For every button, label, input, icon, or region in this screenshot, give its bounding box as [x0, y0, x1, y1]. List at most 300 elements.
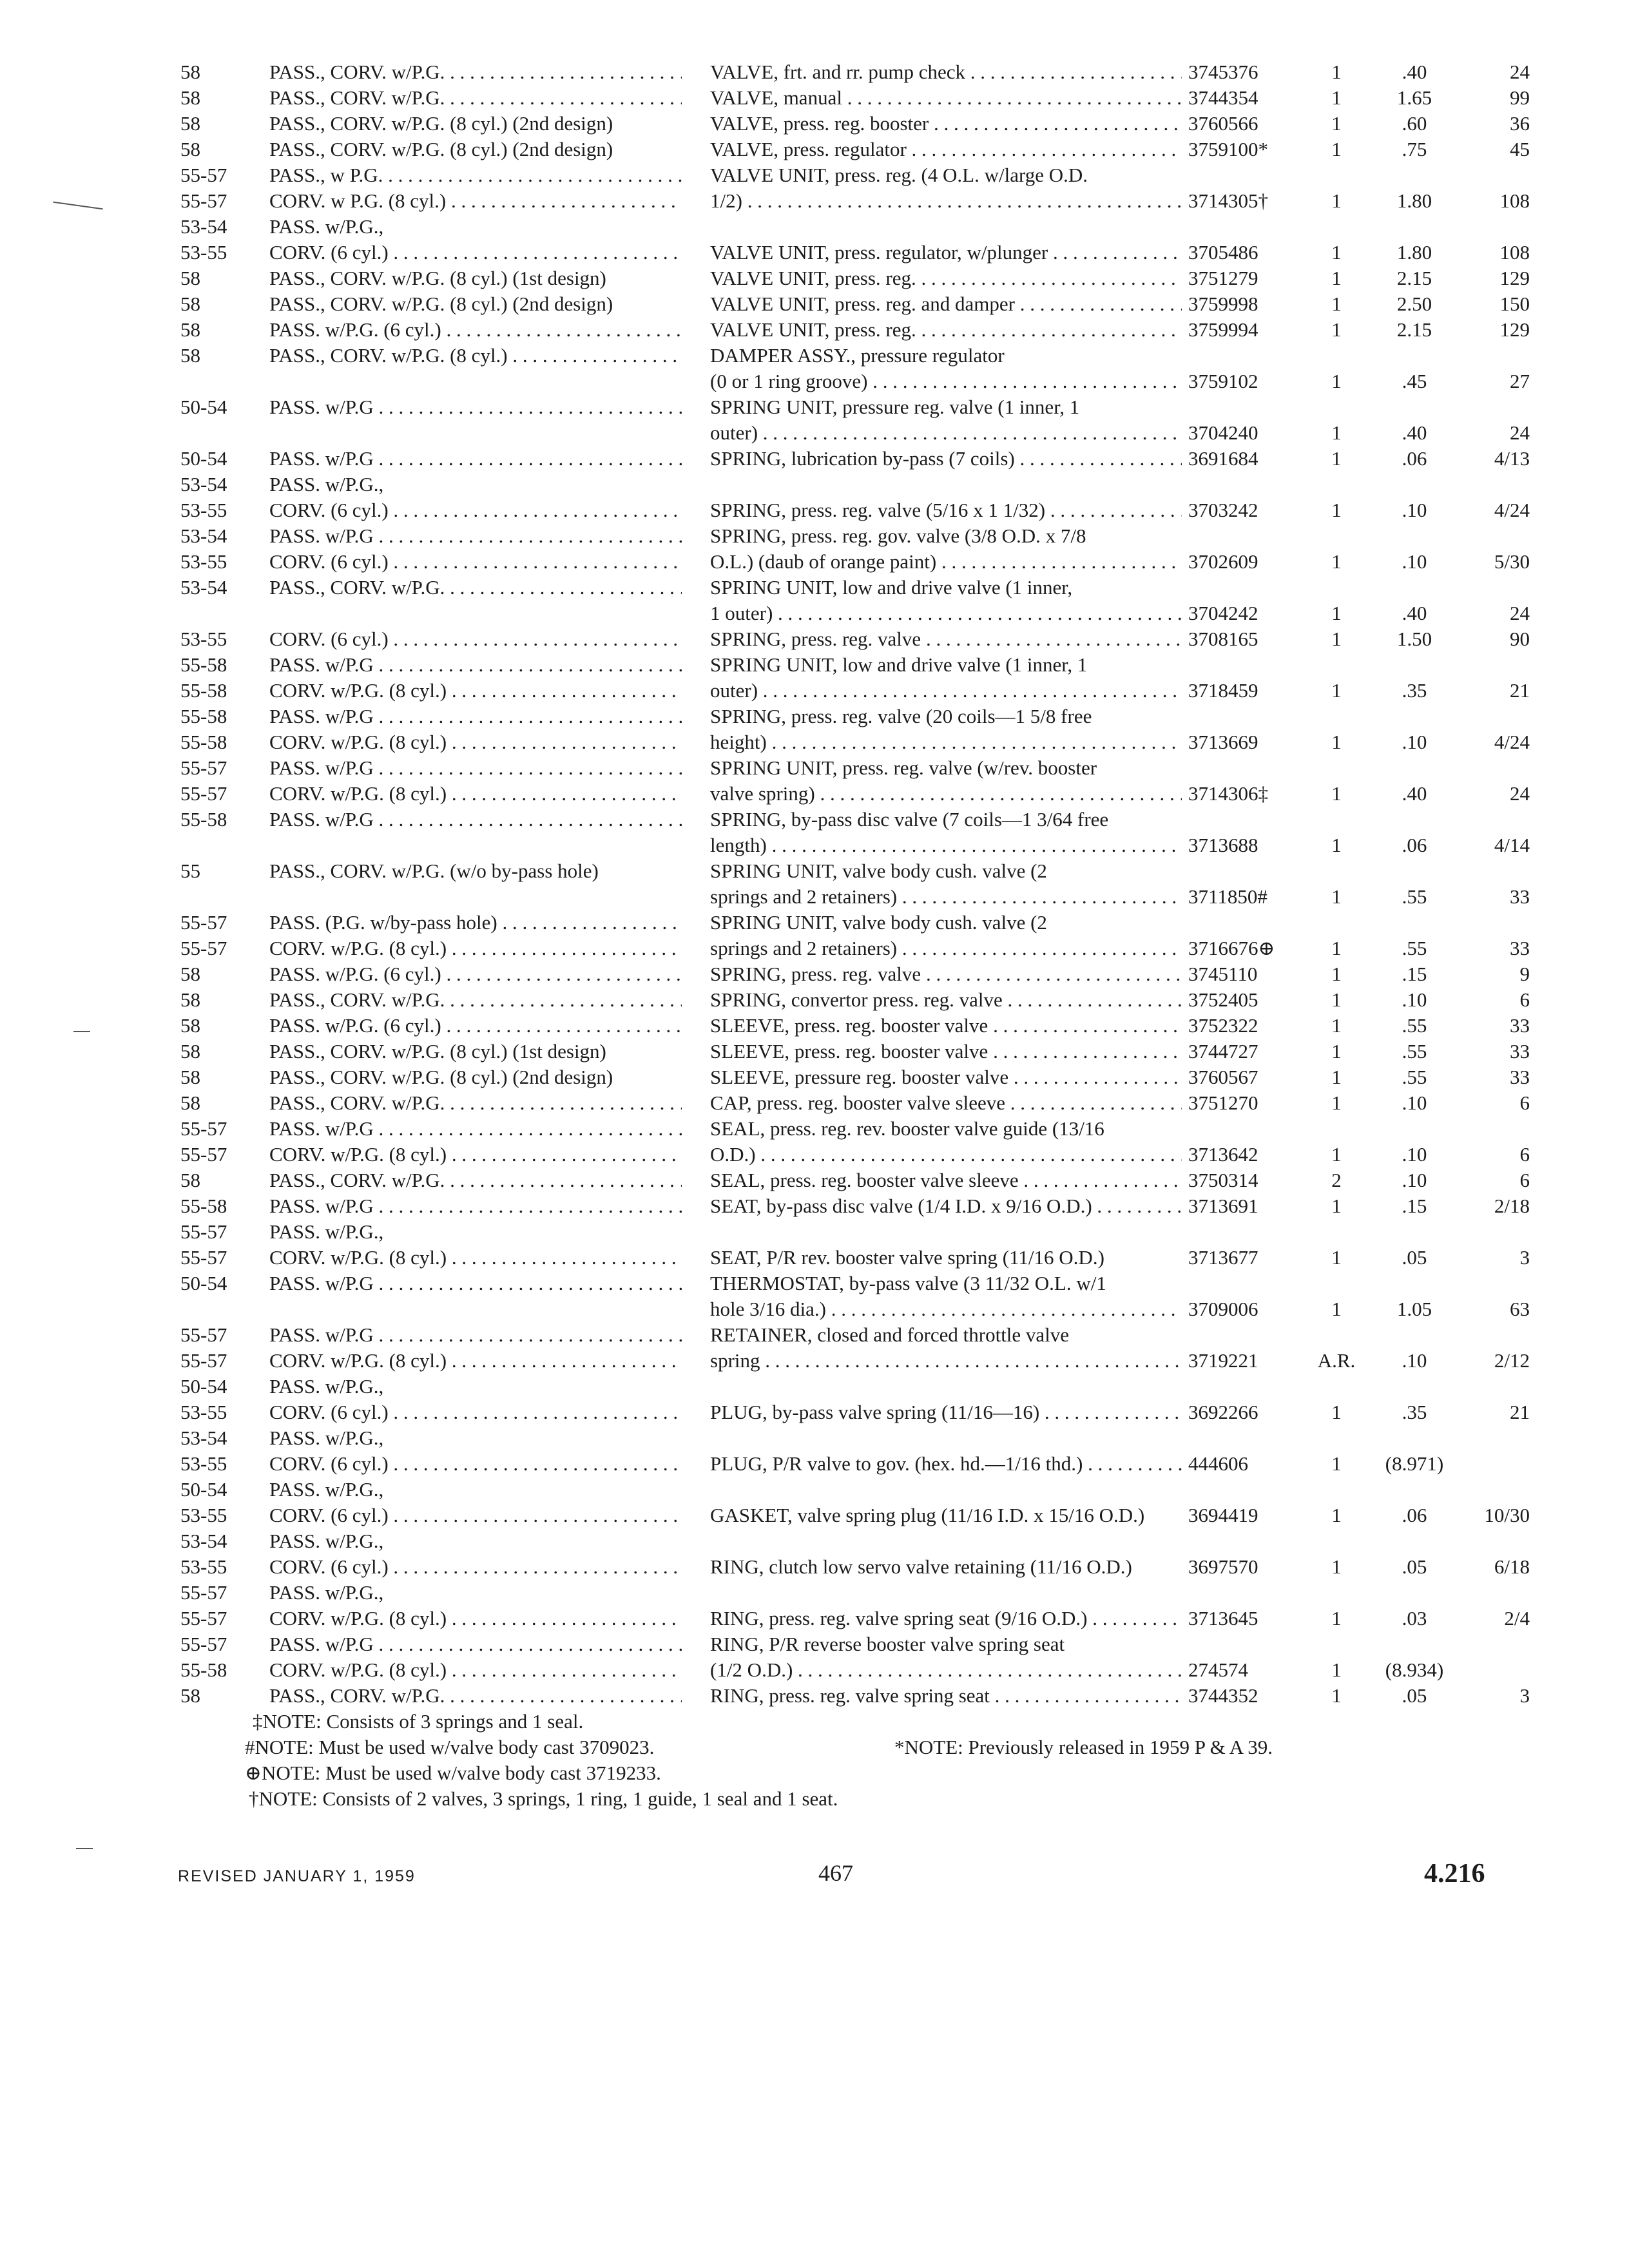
quantity: 1	[1331, 241, 1342, 264]
part-number: 3697570	[1188, 1555, 1258, 1578]
part-description: 1 outer) . . .	[710, 601, 1182, 626]
model-year: 55-57	[180, 1607, 227, 1629]
part-number: 3713691	[1188, 1195, 1258, 1217]
model-year: 53-54	[180, 524, 227, 547]
weight: 24	[1510, 602, 1530, 624]
model-description: PASS. w/P.G . . .	[269, 652, 682, 678]
part-description: SEAL, press. reg. booster valve sleeve . . .	[710, 1168, 1182, 1193]
quantity: 1	[1331, 1246, 1342, 1269]
weight: 3	[1519, 1246, 1530, 1269]
model-year: 53-54	[180, 1427, 227, 1449]
model-year: 58	[180, 1684, 200, 1707]
list-price: 1.80	[1396, 189, 1432, 212]
quantity: 1	[1331, 782, 1342, 805]
model-description: CORV. w/P.G. (8 cyl.) . . .	[269, 781, 682, 807]
model-description: PASS., CORV. w/P.G. (8 cyl.) (2nd design)	[269, 1066, 613, 1088]
note-2: #NOTE: Must be used w/valve body cast 3709023.	[245, 1736, 655, 1758]
part-description: spring . . .	[710, 1348, 1182, 1374]
model-year: 53-54	[180, 576, 227, 599]
part-description: SPRING UNIT, low and drive valve (1 inner,	[710, 576, 1073, 599]
weight: 4/13	[1494, 447, 1530, 470]
part-number: 3714306‡	[1188, 782, 1268, 805]
model-description: PASS. w/P.G.,	[269, 1427, 384, 1449]
model-year: 58	[180, 318, 200, 341]
list-price: .06	[1402, 447, 1427, 470]
model-year: 58	[180, 963, 200, 985]
model-description: PASS., CORV. w/P.G. (8 cyl.) (1st design)	[269, 267, 606, 289]
model-description: CORV. w/P.G. (8 cyl.) . . .	[269, 678, 682, 704]
model-description: PASS. w/P.G . . .	[269, 1193, 682, 1219]
weight: 2/4	[1504, 1607, 1530, 1629]
list-price: .05	[1402, 1555, 1427, 1578]
part-description: SPRING UNIT, low and drive valve (1 inner, 1	[710, 653, 1088, 676]
list-price: .35	[1402, 1401, 1427, 1423]
list-price: .55	[1402, 1040, 1427, 1062]
model-description: PASS. w/P.G.,	[269, 1478, 384, 1501]
model-description: PASS. w/P.G. (6 cyl.) . . .	[269, 1013, 682, 1039]
part-description: springs and 2 retainers) . . .	[710, 884, 1182, 910]
quantity: 1	[1331, 318, 1342, 341]
part-description: DAMPER ASSY., pressure regulator	[710, 344, 1005, 367]
weight: 10/30	[1484, 1504, 1530, 1526]
model-description: PASS. w/P.G.,	[269, 1375, 384, 1398]
model-description: PASS. w/P.G . . .	[269, 1322, 682, 1348]
model-year: 58	[180, 267, 200, 289]
model-year: 53-55	[180, 1555, 227, 1578]
part-description: SPRING UNIT, pressure reg. valve (1 inner, 1	[710, 396, 1080, 418]
part-description: length) . . .	[710, 832, 1182, 858]
part-description: springs and 2 retainers) . . .	[710, 936, 1182, 961]
model-description: CORV. (6 cyl.) . . .	[269, 1503, 682, 1528]
quantity: A.R.	[1317, 1349, 1356, 1372]
part-description: VALVE UNIT, press. reg. (4 O.L. w/large O.D.	[710, 164, 1088, 186]
part-description: VALVE UNIT, press. reg. . . .	[710, 265, 1182, 291]
list-price: .60	[1402, 112, 1427, 135]
part-number: 3745110	[1188, 963, 1258, 985]
model-year: 53-54	[180, 1530, 227, 1552]
model-description: PASS. w/P.G. (6 cyl.) . . .	[269, 317, 682, 343]
model-year: 55-58	[180, 1195, 227, 1217]
weight: 9	[1519, 963, 1530, 985]
part-number: 3713677	[1188, 1246, 1258, 1269]
quantity: 1	[1331, 86, 1342, 109]
model-year: 50-54	[180, 447, 227, 470]
list-price: .55	[1402, 1066, 1427, 1088]
weight: 6	[1519, 1169, 1530, 1191]
part-description: VALVE, press. regulator . . .	[710, 137, 1182, 162]
part-description: CAP, press. reg. booster valve sleeve . . .	[710, 1090, 1182, 1116]
model-year: 55-58	[180, 731, 227, 753]
model-year: 55-57	[180, 1323, 227, 1346]
list-price: .03	[1402, 1607, 1427, 1629]
part-description: SPRING, press. reg. valve . . .	[710, 961, 1182, 987]
part-number: 3744354	[1188, 86, 1258, 109]
part-description: VALVE UNIT, press. reg. . . .	[710, 317, 1182, 343]
weight: 27	[1510, 370, 1530, 392]
list-price: .40	[1402, 421, 1427, 444]
model-description: CORV. w/P.G. (8 cyl.) . . .	[269, 1245, 682, 1271]
part-description: SPRING, press. reg. valve . . .	[710, 626, 1182, 652]
quantity: 1	[1331, 731, 1342, 753]
part-description: SLEEVE, press. reg. booster valve . . .	[710, 1039, 1182, 1064]
list-price: .10	[1402, 1091, 1427, 1114]
list-price: .10	[1402, 550, 1427, 573]
weight: 99	[1510, 86, 1530, 109]
model-year: 58	[180, 293, 200, 315]
part-number: 3691684	[1188, 447, 1258, 470]
list-price: 2.15	[1396, 267, 1432, 289]
quantity: 2	[1331, 1169, 1342, 1191]
list-price: .10	[1402, 988, 1427, 1011]
model-year: 53-55	[180, 550, 227, 573]
weight: 4/24	[1494, 731, 1530, 753]
model-description: PASS. (P.G. w/by-pass hole) . . .	[269, 910, 682, 936]
part-number: 3704242	[1188, 602, 1258, 624]
model-year: 55-57	[180, 1633, 227, 1655]
part-description: (0 or 1 ring groove) . . .	[710, 369, 1182, 394]
part-number: 3752322	[1188, 1014, 1258, 1037]
weight: 4/24	[1494, 499, 1530, 521]
list-price: .05	[1402, 1684, 1427, 1707]
quantity: 1	[1331, 1066, 1342, 1088]
model-description: PASS., CORV. w/P.G. . . .	[269, 575, 682, 601]
model-description: PASS. w/P.G.,	[269, 1530, 384, 1552]
quantity: 1	[1331, 1091, 1342, 1114]
model-description: PASS., CORV. w/P.G. . . .	[269, 59, 682, 85]
part-description: SPRING, convertor press. reg. valve . . .	[710, 987, 1182, 1013]
model-description: PASS. w/P.G.,	[269, 1581, 384, 1604]
weight: 3	[1519, 1684, 1530, 1707]
scan-mark	[76, 1848, 93, 1849]
weight: 150	[1499, 293, 1530, 315]
part-number: 3713645	[1188, 1607, 1258, 1629]
section-number: 4.216	[1424, 1859, 1485, 1888]
list-price: 1.80	[1396, 241, 1432, 264]
part-number: 3745376	[1188, 61, 1258, 83]
model-description: CORV. w P.G. (8 cyl.) . . .	[269, 188, 682, 214]
part-number: 444606	[1188, 1452, 1248, 1475]
part-description: SPRING UNIT, press. reg. valve (w/rev. booster	[710, 756, 1097, 779]
weight: 129	[1499, 267, 1530, 289]
weight: 6/18	[1494, 1555, 1530, 1578]
weight: 2/18	[1494, 1195, 1530, 1217]
part-description: VALVE, manual . . .	[710, 85, 1182, 111]
model-description: CORV. w/P.G. (8 cyl.) . . .	[269, 1657, 682, 1683]
part-description: RING, press. reg. valve spring seat (9/16 O.D.) . . .	[710, 1606, 1182, 1631]
model-description: CORV. (6 cyl.) . . .	[269, 549, 682, 575]
model-year: 55-57	[180, 782, 227, 805]
quantity: 1	[1331, 421, 1342, 444]
model-year: 53-55	[180, 628, 227, 650]
part-description: SPRING, lubrication by-pass (7 coils) . . .	[710, 446, 1182, 472]
part-description: SLEEVE, pressure reg. booster valve . . .	[710, 1064, 1182, 1090]
part-number: 3759998	[1188, 293, 1258, 315]
part-description: SEAT, P/R rev. booster valve spring (11/16 O.D.)	[710, 1246, 1104, 1269]
model-description: CORV. (6 cyl.) . . .	[269, 1451, 682, 1477]
part-number: 3714305†	[1188, 189, 1268, 212]
model-year: 55-57	[180, 1220, 227, 1243]
model-description: PASS. w/P.G . . .	[269, 807, 682, 832]
list-price: .35	[1402, 679, 1427, 702]
model-year: 58	[180, 344, 200, 367]
model-description: CORV. (6 cyl.) . . .	[269, 240, 682, 265]
quantity: 1	[1331, 628, 1342, 650]
model-description: CORV. w/P.G. (8 cyl.) . . .	[269, 1606, 682, 1631]
list-price: .05	[1402, 1246, 1427, 1269]
weight: 129	[1499, 318, 1530, 341]
part-number: 3760566	[1188, 112, 1258, 135]
quantity: 1	[1331, 937, 1342, 959]
model-description: CORV. (6 cyl.) . . .	[269, 1399, 682, 1425]
part-description: O.L.) (daub of orange paint) . . .	[710, 549, 1182, 575]
model-year: 53-55	[180, 499, 227, 521]
part-description: SPRING, press. reg. valve (20 coils—1 5/8 free	[710, 705, 1092, 727]
model-description: CORV. w/P.G. (8 cyl.) . . .	[269, 1142, 682, 1168]
model-description: CORV. w/P.G. (8 cyl.) . . .	[269, 729, 682, 755]
quantity: 1	[1331, 885, 1342, 908]
part-number: 3760567	[1188, 1066, 1258, 1088]
quantity: 1	[1331, 1040, 1342, 1062]
model-description: CORV. w/P.G. (8 cyl.) . . .	[269, 1348, 682, 1374]
weight: 2/12	[1494, 1349, 1530, 1372]
model-year: 58	[180, 61, 200, 83]
weight: 24	[1510, 421, 1530, 444]
model-year: 53-55	[180, 1504, 227, 1526]
part-number: 3713688	[1188, 834, 1258, 856]
model-year: 58	[180, 112, 200, 135]
quantity: 1	[1331, 61, 1342, 83]
quantity: 1	[1331, 1555, 1342, 1578]
model-year: 53-55	[180, 241, 227, 264]
part-number: 274574	[1188, 1658, 1248, 1681]
model-year: 58	[180, 138, 200, 160]
quantity: 1	[1331, 1298, 1342, 1320]
weight: 33	[1510, 1014, 1530, 1037]
part-description: VALVE UNIT, press. reg. and damper . . .	[710, 291, 1182, 317]
model-year: 55-57	[180, 1143, 227, 1166]
part-number: 3716676⊕	[1188, 937, 1275, 959]
model-year: 58	[180, 988, 200, 1011]
list-price: .10	[1402, 1169, 1427, 1191]
model-description: PASS., CORV. w/P.G. . . .	[269, 1090, 682, 1116]
weight: 90	[1510, 628, 1530, 650]
quantity: 1	[1331, 1684, 1342, 1707]
model-year: 58	[180, 1014, 200, 1037]
part-description: hole 3/16 dia.) . . .	[710, 1296, 1182, 1322]
part-number: 3759102	[1188, 370, 1258, 392]
list-price: .45	[1402, 370, 1427, 392]
quantity: 1	[1331, 1195, 1342, 1217]
model-year: 55-57	[180, 937, 227, 959]
weight: 21	[1510, 1401, 1530, 1423]
model-description: PASS. w/P.G. (6 cyl.) . . .	[269, 961, 682, 987]
model-year: 53-54	[180, 473, 227, 495]
part-description: VALVE, frt. and rr. pump check . . .	[710, 59, 1182, 85]
part-description: RING, press. reg. valve spring seat . . .	[710, 1683, 1182, 1709]
model-description: PASS., w P.G. . . .	[269, 162, 682, 188]
model-year: 50-54	[180, 1272, 227, 1294]
model-year: 55-57	[180, 164, 227, 186]
model-year: 55-57	[180, 1581, 227, 1604]
weight: 33	[1510, 937, 1530, 959]
quantity: 1	[1331, 267, 1342, 289]
part-number: 3750314	[1188, 1169, 1258, 1191]
part-description: SPRING UNIT, valve body cush. valve (2	[710, 911, 1047, 934]
part-number: 3709006	[1188, 1298, 1258, 1320]
list-price: (8.971)	[1385, 1452, 1444, 1475]
model-description: PASS., CORV. w/P.G. . . .	[269, 85, 682, 111]
list-price: 1.65	[1396, 86, 1432, 109]
model-year: 55-58	[180, 1658, 227, 1681]
list-price: .06	[1402, 1504, 1427, 1526]
part-number: 3713669	[1188, 731, 1258, 753]
quantity: 1	[1331, 447, 1342, 470]
model-description: PASS. w/P.G . . .	[269, 1631, 682, 1657]
list-price: .55	[1402, 937, 1427, 959]
model-description: CORV. (6 cyl.) . . .	[269, 626, 682, 652]
model-description: PASS. w/P.G . . .	[269, 1116, 682, 1142]
quantity: 1	[1331, 963, 1342, 985]
model-description: PASS. w/P.G.,	[269, 215, 384, 238]
quantity: 1	[1331, 370, 1342, 392]
model-description: CORV. (6 cyl.) . . .	[269, 497, 682, 523]
part-description: SPRING, press. reg. valve (5/16 x 1 1/32) . . .	[710, 497, 1182, 523]
part-description: SPRING, by-pass disc valve (7 coils—1 3/64 free	[710, 808, 1109, 831]
model-year: 50-54	[180, 1478, 227, 1501]
model-description: PASS. w/P.G.,	[269, 1220, 384, 1243]
quantity: 1	[1331, 602, 1342, 624]
model-description: PASS. w/P.G . . .	[269, 446, 682, 472]
list-price: .10	[1402, 731, 1427, 753]
part-number: 3718459	[1188, 679, 1258, 702]
weight: 4/14	[1494, 834, 1530, 856]
part-number: 3692266	[1188, 1401, 1258, 1423]
list-price: .40	[1402, 602, 1427, 624]
weight: 33	[1510, 1040, 1530, 1062]
model-year: 58	[180, 86, 200, 109]
model-year: 55-58	[180, 808, 227, 831]
part-description: RING, clutch low servo valve retaining (11/16 O.D.)	[710, 1555, 1132, 1578]
model-description: PASS. w/P.G . . .	[269, 1271, 682, 1296]
part-description: SEAT, by-pass disc valve (1/4 I.D. x 9/16 O.D.) . . .	[710, 1193, 1182, 1219]
model-year: 58	[180, 1091, 200, 1114]
part-description: PLUG, by-pass valve spring (11/16—16) . . .	[710, 1399, 1182, 1425]
part-description: VALVE UNIT, press. regulator, w/plunger . . .	[710, 240, 1182, 265]
part-number: 3705486	[1188, 241, 1258, 264]
model-year: 55	[180, 860, 200, 882]
quantity: 1	[1331, 1014, 1342, 1037]
weight: 36	[1510, 112, 1530, 135]
quantity: 1	[1331, 679, 1342, 702]
weight: 24	[1510, 782, 1530, 805]
model-description: CORV. (6 cyl.) . . .	[269, 1554, 682, 1580]
list-price: .10	[1402, 1349, 1427, 1372]
model-year: 58	[180, 1066, 200, 1088]
model-year: 53-54	[180, 215, 227, 238]
list-price: .55	[1402, 885, 1427, 908]
part-number: 3744352	[1188, 1684, 1258, 1707]
part-number: 3702609	[1188, 550, 1258, 573]
part-number: 3711850#	[1188, 885, 1268, 908]
list-price: 2.50	[1396, 293, 1432, 315]
quantity: 1	[1331, 1658, 1342, 1681]
model-description: CORV. w/P.G. (8 cyl.) . . .	[269, 936, 682, 961]
model-year: 50-54	[180, 396, 227, 418]
list-price: .06	[1402, 834, 1427, 856]
part-number: 3759100*	[1188, 138, 1268, 160]
model-description: PASS., CORV. w/P.G. . . .	[269, 987, 682, 1013]
weight: 6	[1519, 1091, 1530, 1114]
note-3: ⊕NOTE: Must be used w/valve body cast 3719233.	[245, 1762, 661, 1784]
list-price: .10	[1402, 499, 1427, 521]
page-number: 467	[818, 1860, 853, 1886]
model-year: 58	[180, 1169, 200, 1191]
part-description: SPRING UNIT, valve body cush. valve (2	[710, 860, 1047, 882]
list-price: .40	[1402, 61, 1427, 83]
weight: 33	[1510, 1066, 1530, 1088]
revised-date: REVISED JANUARY 1, 1959	[178, 1867, 416, 1885]
quantity: 1	[1331, 189, 1342, 212]
part-number: 3703242	[1188, 499, 1258, 521]
model-year: 55-58	[180, 679, 227, 702]
quantity: 1	[1331, 138, 1342, 160]
part-number: 3752405	[1188, 988, 1258, 1011]
weight: 63	[1510, 1298, 1530, 1320]
part-description: VALVE, press. reg. booster . . .	[710, 111, 1182, 137]
quantity: 1	[1331, 293, 1342, 315]
part-number: 3751270	[1188, 1091, 1258, 1114]
quantity: 1	[1331, 112, 1342, 135]
list-price: .40	[1402, 782, 1427, 805]
part-description: outer) . . .	[710, 420, 1182, 446]
part-description: SLEEVE, press. reg. booster valve . . .	[710, 1013, 1182, 1039]
part-description: (1/2 O.D.) . . .	[710, 1657, 1182, 1683]
weight: 21	[1510, 679, 1530, 702]
list-price: .75	[1402, 138, 1427, 160]
part-description: outer) . . .	[710, 678, 1182, 704]
model-description: PASS., CORV. w/P.G. . . .	[269, 1683, 682, 1709]
weight: 108	[1499, 189, 1530, 212]
model-description: PASS. w/P.G . . .	[269, 704, 682, 729]
part-description: GASKET, valve spring plug (11/16 I.D. x 15/16 O.D.)	[710, 1504, 1145, 1526]
quantity: 1	[1331, 834, 1342, 856]
scan-mark	[73, 1031, 90, 1032]
model-year: 53-55	[180, 1401, 227, 1423]
model-description: PASS., CORV. w/P.G. (8 cyl.) (1st design)	[269, 1040, 606, 1062]
weight: 5/30	[1494, 550, 1530, 573]
quantity: 1	[1331, 1143, 1342, 1166]
model-year: 55-58	[180, 705, 227, 727]
model-year: 55-57	[180, 1349, 227, 1372]
part-number: 3759994	[1188, 318, 1258, 341]
model-year: 55-57	[180, 1246, 227, 1269]
part-number: 3719221	[1188, 1349, 1258, 1372]
model-description: PASS. w/P.G.,	[269, 473, 384, 495]
model-description: PASS., CORV. w/P.G. (8 cyl.) . . .	[269, 343, 682, 369]
model-description: PASS., CORV. w/P.G. (w/o by-pass hole)	[269, 860, 599, 882]
model-year: 55-57	[180, 756, 227, 779]
part-description: SEAL, press. reg. rev. booster valve guide (13/16	[710, 1117, 1104, 1140]
part-description: PLUG, P/R valve to gov. (hex. hd.—1/16 thd.) . . .	[710, 1451, 1182, 1477]
list-price: (8.934)	[1385, 1658, 1444, 1681]
side-note: *NOTE: Previously released in 1959 P & A 39.	[894, 1736, 1273, 1758]
quantity: 1	[1331, 1504, 1342, 1526]
model-year: 55-58	[180, 653, 227, 676]
model-year: 58	[180, 1040, 200, 1062]
model-year: 50-54	[180, 1375, 227, 1398]
model-description: PASS., CORV. w/P.G. (8 cyl.) (2nd design)	[269, 138, 613, 160]
quantity: 1	[1331, 499, 1342, 521]
